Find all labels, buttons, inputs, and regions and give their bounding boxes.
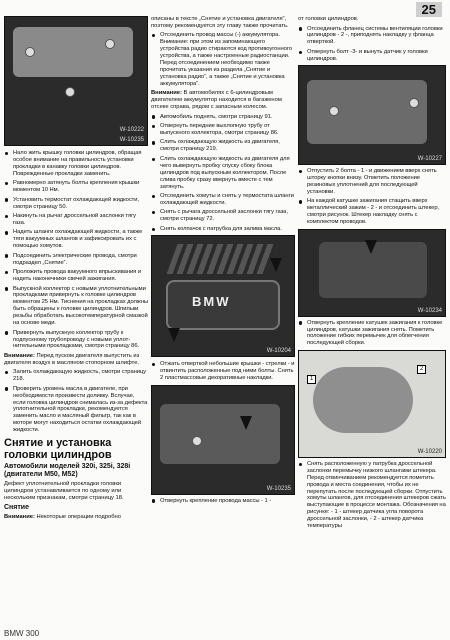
bmw-logo-text: BMW [192, 294, 231, 310]
list-item: Надеть шланги охлаждающей жидкости, а также тяги вакуумных шлангов и зафиксировать их с помощью хомутов. [4, 229, 148, 250]
column-3 [298, 16, 446, 628]
callout-1: 1 [307, 375, 316, 384]
list-item: Отвернуть крепление провода массы - 1 - [151, 498, 295, 505]
intro-text: описаны в тексте „Снятие и установка двигателя“, поэтому рекомендуется эту главу также прочитать. [151, 16, 289, 29]
note-label: Внимание: [4, 514, 35, 521]
arrow-icon [365, 240, 377, 254]
list-item: Подсоединить электрические провода, смотри подраздел „Снятие“. [4, 253, 148, 267]
list-item: Отпустить 2 болта - 1 - и движением вверх снять шторку кнопки внизу. Отметить положение резиновых уплотнений для последующей установки. [298, 168, 446, 196]
list-item: Проложить провода вакуумного впрыскивания и надеть наконечники свечей зажигания. [4, 269, 148, 283]
figure-id: W-10204 [266, 348, 291, 355]
engine-head [307, 80, 427, 144]
intro-text: от головки цилиндров. [298, 16, 359, 22]
note-label: Внимание: [4, 352, 35, 359]
figure-sub-id: W-10235 [119, 137, 144, 143]
column-1 [4, 16, 148, 628]
bolt [105, 39, 115, 49]
steps-list [298, 168, 446, 226]
list-item: Выпускной коллектор с новыми уплотнительными прокладками привернуть к головке цилиндров моментом 25 Нм. Тиснения на прокладках должны быть обращены к головке цилиндров. Шпильки резьбы обработать высокотемпературной смазкой на основе меди. [4, 286, 148, 327]
arrow-icon [270, 258, 282, 272]
sub-title: Автомобили моделей 320i, 325i, 328i (двигатели M50, M52) [4, 463, 131, 479]
steps-list [298, 461, 446, 530]
arrow-icon [240, 416, 252, 430]
list-item: Отвернуть крепление катушек зажигания к головке цилиндров, катушки зажигания снять. Пометить положение гибких перемычек для облегчения последующей сборки. [298, 320, 446, 348]
throttle-body [313, 367, 413, 433]
steps-list [298, 26, 446, 63]
section-title: Снятие и установка головки цилиндров [4, 437, 112, 462]
list-item: На каждой катушке зажигания стащить вверх металлический зажим - 2 - и отсоединить штекер, смотри рисунок. Штекер накладку снять с комплектом проводов. [298, 198, 446, 226]
note [4, 353, 148, 367]
figure-engine-top [4, 16, 148, 146]
list-item: Отсоединить фланец системы вентиляции головки цилиндров - 2 -, приподнять накладку у фланца отверткой. [298, 26, 446, 47]
figure-id: W-10220 [417, 448, 442, 455]
callout-2: 2 [417, 365, 426, 374]
note-text: Некоторые операции подробно [36, 514, 121, 521]
intake-ribs [167, 244, 278, 274]
footer: BMW 300 [4, 629, 40, 638]
note [151, 90, 295, 111]
list-item: Снять колпачок с патрубка для залива масла. [151, 226, 295, 233]
figure-id: W-10234 [417, 307, 442, 314]
engine-block [160, 404, 280, 464]
list-item: Снять с рычага дроссельной заслонки тягу газа, смотри страницу 72. [151, 209, 295, 223]
note-text: Перед пуском двигателя выпустить из двигателя воздух в масляном стопорном шлифте. [4, 352, 140, 366]
page-number: 25 [416, 2, 442, 17]
figure-id: W-10227 [417, 156, 442, 163]
steps-list [151, 361, 295, 382]
figure-id: W-10235 [266, 485, 291, 492]
note-text: В автомобилях с 6-цилиндровым двигателем аккумулятор находится в багаженом отсеке справа, рядом с запасным колесом. [151, 90, 282, 111]
steps-list [4, 369, 148, 434]
list-item: Залить охлаждающую жидкость, смотри страницу 218. [4, 369, 148, 383]
list-item: Автомобиль поднять, смотри страницу 91. [151, 114, 295, 121]
list-item: Отсоединить хомуты и снять у термостата шланги охлаждающей жидкости. [151, 193, 295, 207]
list-item: Равномерно затянуть болты крепления крышки моментом 10 Нм. [4, 180, 148, 194]
arrow-icon [168, 328, 180, 342]
list-item: Привернуть выпускную коллектор трубу к подпускному трубопроводу с новыми уплотнительными прокладками, смотри страницу 86. [4, 330, 148, 351]
list-item: Снять расположенную у патрубка дроссельной заслонки перемычку низкого шлангами штекера. Перед отвинчиванием рекомендуется пометить провода и места соединения, чтобы их не перепутать после последующей сборки. Отпустить хомуты шлангов, для отсоединения штекеров сжать выступающие в процессе монтажа. Обозначения на рисунке: - 1 - штекер датчика угла поворота дроссельной заслонки, - 2 - штекер датчика температуры [298, 461, 446, 530]
figure-head-vent [298, 65, 446, 165]
list-item: Слить охлаждающую жидкость из двигателя, смотри страницу 219. [151, 139, 295, 153]
list-item: Слить охлаждающую жидкость из двигателя для чего вывернуть пробку спуску сбоку блока цилиндров под выпускным коллектором. После слива пробку сразу ввернуть вместе с тем затянуть. [151, 156, 295, 191]
list-item: Отвернуть передние выхлопную трубу от выпускного коллектора, смотри страницу 86. [151, 123, 295, 137]
bolt [25, 47, 35, 57]
list-item: Нало жить крышку головки цилиндров, обращая особое внимание на правильность установки прокладки в канавку головки цилиндров. Поврежденные прокладки заменить. [4, 150, 148, 178]
figure-ground-cable [151, 385, 295, 495]
note-label: Внимание: [151, 90, 182, 97]
steps-list [151, 498, 295, 505]
steps-list [298, 320, 446, 348]
figure-id: W-10222 [119, 127, 144, 133]
bolt [65, 87, 75, 97]
figure-ignition-coil [298, 229, 446, 317]
list-item: Отсоединить провод массы (-) аккумулятора. Внимание: при этом из запоминающего устройства радио стираются код противоугонного устройства, а также настроенные радиостанции. Перед отсоединением необходимо также прочитать указания из раздела „Снятие и установка радио“, а также „Снятие и установка аккумулятора“. [151, 32, 295, 87]
paragraph: Дефект уплотнительной прокладки головки цилиндров устанавливается по одному или нескольким признакам, смотри страницу 18. [4, 481, 124, 501]
figure-throttle-connectors [298, 350, 446, 458]
removal-heading: Снятие [4, 504, 29, 512]
note [4, 514, 148, 521]
list-item: Отвернуть болт -3- и вынуть датчик у головки цилиндров. [298, 49, 446, 63]
steps-list [4, 150, 148, 350]
list-item: Отжать отверткой небольшие крышки - стрелки - и отвинтить расположенные под ними болты. Снять 2 пластмассовые декоративные накладки. [151, 361, 295, 382]
steps-list [151, 114, 295, 233]
list-item: Накинуть на рычаг дроссельной заслонки тягу газа. [4, 213, 148, 227]
figure-bmw-cover [151, 235, 295, 357]
list-item: Установить термостат охлаждающей жидкости, смотри страницу 50. [4, 197, 148, 211]
column-2 [151, 16, 295, 628]
bolt [192, 436, 202, 446]
list-item: Проверить уровень масла в двигателе, при необходимости произвести доливку. Вслучае, если головка цилиндров снималась из-за дефекта уплотнительной прокладки, рекомендуется заменить масло и масляный фильтр, так как в моторе могут находиться остатки охлаждающей жидкости. [4, 386, 148, 434]
steps-list [151, 32, 295, 87]
